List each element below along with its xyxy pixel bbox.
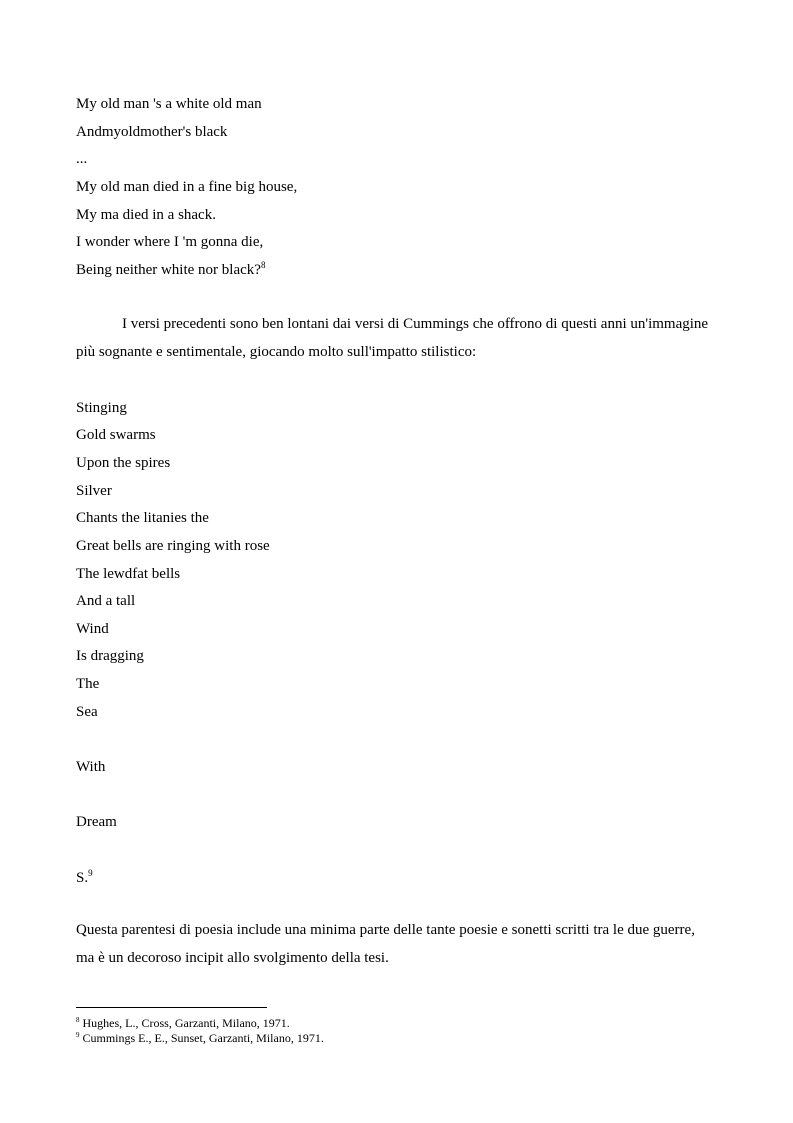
- footnote-ref-9: 9: [88, 868, 93, 878]
- footnote-9: [76, 1031, 324, 1045]
- poem-line: Dream: [76, 814, 117, 830]
- poem-line: Gold swarms: [76, 427, 156, 443]
- footnote-number: 8: [76, 1016, 80, 1024]
- poem-line: And a tall: [76, 593, 136, 609]
- poem-line: Is dragging: [76, 648, 144, 664]
- poem-line: Silver: [76, 483, 112, 499]
- footnote-number: 9: [76, 1031, 80, 1039]
- poem-line: My old man died in a fine big house,: [76, 179, 298, 195]
- poem-line: Andmyoldmother's black: [76, 124, 228, 140]
- poem-line-last: [76, 261, 265, 279]
- poem-line-text: S.: [76, 870, 89, 886]
- paragraph-text: I versi precedenti sono ben lontani dai versi di Cummings che offrono di questi anni un'immagine più sognante e sentimentale, giocando molto sull'impatto stilistico:: [76, 316, 709, 360]
- poem-line: I wonder where I 'm gonna die,: [76, 234, 264, 250]
- poem-line: Sea: [76, 704, 98, 720]
- poem-line: The lewdfat bells: [76, 566, 181, 582]
- poem-line-text: Being neither white nor black?: [76, 262, 261, 278]
- footnote-text: Cummings E., E., Sunset, Garzanti, Milano, 1971.: [82, 1031, 324, 1045]
- poem-line: Great bells are ringing with rose: [76, 538, 270, 554]
- poem-line: Chants the litanies the: [76, 510, 209, 526]
- footnote-ref-8: 8: [260, 260, 266, 270]
- footnote-8: [76, 1016, 290, 1030]
- poem-line: With: [76, 759, 106, 775]
- body-paragraph: Questa parentesi di poesia include una minima parte delle tante poesie e sonetti scritti tra le due guerre, ma è un decoroso incipit allo svolgimento della tesi.: [76, 922, 695, 966]
- poem-line: My old man 's a white old man: [76, 96, 262, 112]
- poem-line: Upon the spires: [76, 455, 171, 471]
- poem-line: Wind: [76, 621, 109, 637]
- footnote-divider: [76, 1007, 267, 1008]
- poem-line: My ma died in a shack.: [76, 207, 216, 223]
- poem-line: ...: [76, 151, 88, 167]
- poem-line-last: [76, 869, 93, 887]
- body-paragraph: [76, 311, 716, 366]
- footnote-text: Hughes, L., Cross, Garzanti, Milano, 1971.: [82, 1016, 290, 1030]
- poem-line: The: [76, 676, 100, 692]
- poem-line: Stinging: [76, 400, 127, 416]
